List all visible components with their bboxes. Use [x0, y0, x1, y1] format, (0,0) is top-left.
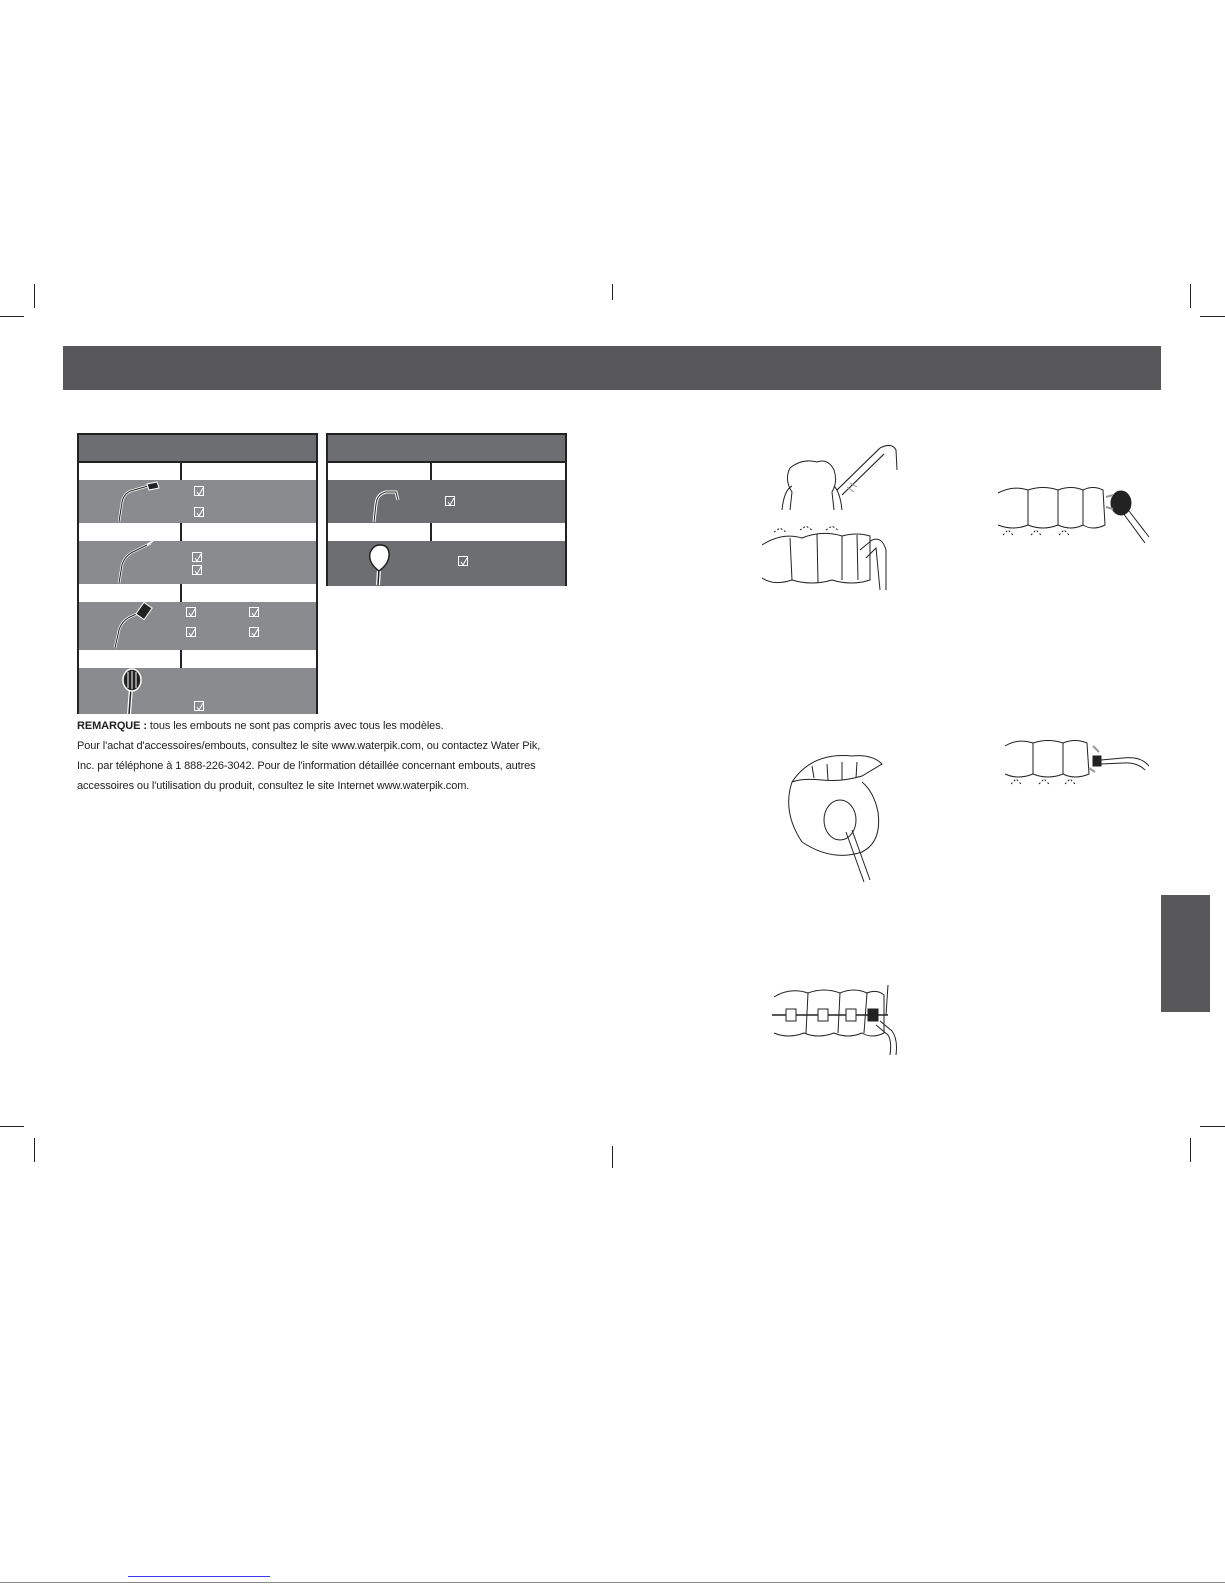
- tip-table-left: [77, 433, 318, 714]
- table-header: [328, 435, 565, 463]
- table-header: [79, 435, 316, 463]
- bottom-link-underline: [128, 1576, 270, 1577]
- periodontal-pocket-illustration: [1003, 738, 1153, 803]
- checkbox-check-icon: [249, 627, 259, 637]
- page-bottom-line: [0, 1582, 1225, 1583]
- gumline-cleaning-illustration: [762, 440, 902, 595]
- crop-mark: [34, 284, 35, 308]
- crop-mark: [1200, 316, 1225, 317]
- tip-image-cell: [79, 668, 180, 714]
- checkbox-check-icon: [192, 565, 202, 575]
- tongue-cleaner-tip-icon: [328, 541, 430, 586]
- tongue-cleaning-illustration: [782, 752, 902, 887]
- tip-table-right: [326, 433, 567, 586]
- plaque-seeker-tip-icon: [79, 541, 180, 584]
- orthodontic-tip-icon: [79, 602, 180, 650]
- note-line: [77, 716, 444, 736]
- checkbox-check-icon: [194, 701, 204, 711]
- table-row: [79, 668, 316, 714]
- checkbox-check-icon: [194, 507, 204, 517]
- tip-image-cell: [79, 480, 180, 523]
- table-row: [328, 541, 565, 586]
- checkbox-check-icon: [458, 556, 468, 566]
- crop-mark: [34, 1138, 35, 1162]
- table-row: [79, 541, 316, 584]
- note-text: tous les embouts ne sont pas compris avec tous les modèles.: [149, 720, 444, 732]
- tip-image-cell: [328, 541, 430, 586]
- classic-jet-tip-icon: [79, 480, 180, 523]
- tip-image-cell: [328, 480, 430, 523]
- checkbox-check-icon: [445, 496, 455, 506]
- crop-mark: [1190, 1138, 1191, 1162]
- toothbrush-tip-icon: [79, 668, 180, 714]
- crop-mark: [612, 1146, 613, 1168]
- crop-mark: [1190, 284, 1191, 308]
- language-side-tab: [1161, 895, 1210, 1012]
- pik-pocket-tip-icon: [328, 480, 430, 523]
- checkbox-check-icon: [194, 486, 204, 496]
- tip-image-cell: [79, 602, 180, 650]
- crop-mark: [0, 1126, 24, 1127]
- orthodontic-brushing-illustration: [993, 485, 1153, 555]
- crop-mark: [1200, 1126, 1225, 1127]
- table-row: [328, 480, 565, 523]
- tip-image-cell: [79, 541, 180, 584]
- note-line: Pour l'achat d'accessoires/embouts, consultez le site www.waterpik.com, ou contactez Water Pik,: [77, 740, 541, 752]
- checkbox-check-icon: [192, 552, 202, 562]
- crop-mark: [0, 316, 24, 317]
- note-line: accessoires ou l'utilisation du produit, consultez le site Internet www.waterpik.com.: [77, 780, 470, 792]
- table-row: [79, 602, 316, 650]
- braces-cleaning-illustration: [772, 985, 902, 1060]
- table-row: [79, 480, 316, 523]
- note-line: Inc. par téléphone à 1 888-226-3042. Pour de l'information détaillée concernant embouts, autres: [77, 760, 536, 772]
- crop-mark: [612, 284, 613, 300]
- checkbox-check-icon: [249, 607, 259, 617]
- checkbox-check-icon: [186, 627, 196, 637]
- section-header-bar: [63, 346, 1161, 390]
- note-label: REMARQUE :: [77, 720, 147, 732]
- checkbox-check-icon: [186, 607, 196, 617]
